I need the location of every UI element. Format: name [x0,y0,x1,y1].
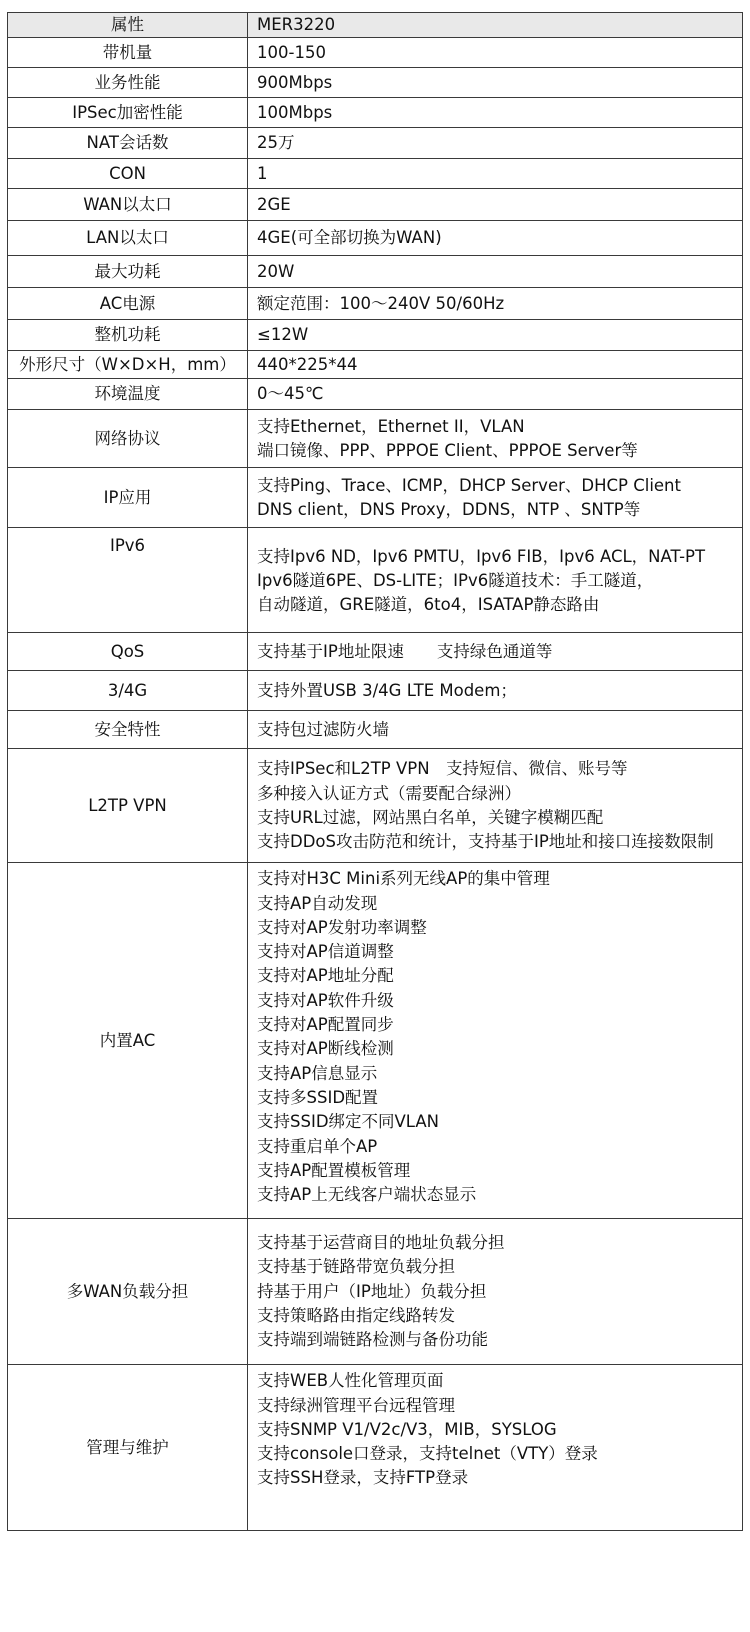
row-value [248,863,743,1219]
value-line: 支持对AP地址分配 [257,966,394,986]
table-row [8,379,743,410]
row-value [248,98,743,128]
value-line: 支持DDoS攻击防范和统计，支持基于IP地址和接口连接数限制 [257,832,714,852]
value-line: 端口镜像、PPP、PPPOE Client、PPPOE Server等 [257,440,638,460]
value-line: 支持对AP信道调整 [257,942,394,962]
row-value [248,189,743,221]
row-label: 网络协议 [8,410,248,468]
value-line: 支持WEB人性化管理页面 [257,1371,444,1391]
row-label: WAN以太口 [8,189,248,221]
row-value [248,256,743,288]
value-line: 支持基于运营商目的地址负载分担 [257,1233,505,1253]
spec-table [7,12,743,1531]
table-row [8,68,743,98]
value-line: 100-150 [257,42,326,62]
table-row [8,38,743,68]
header-attribute-label: 属性 [8,13,248,38]
row-label: 多WAN负载分担 [8,1219,248,1365]
row-label: NAT会话数 [8,128,248,159]
value-line: 25万 [257,133,295,153]
row-label: 带机量 [8,38,248,68]
value-line: 支持IPSec和L2TP VPN 支持短信、微信、账号等 [257,759,628,779]
table-row [8,256,743,288]
value-line: 支持对AP发射功率调整 [257,917,427,937]
value-line: 支持基于IP地址限速 支持绿色通道等 [257,641,553,661]
row-label: 业务性能 [8,68,248,98]
row-value [248,221,743,256]
table-row [8,410,743,468]
table-row [8,1219,743,1365]
value-line: 支持Ethernet，Ethernet II，VLAN [257,416,525,436]
value-line: DNS client，DNS Proxy，DDNS，NTP 、SNTP等 [257,499,641,519]
row-value [248,288,743,320]
table-row [8,98,743,128]
spec-table-body [8,13,743,1531]
row-value [248,1219,743,1365]
row-label: 最大功耗 [8,256,248,288]
row-value [248,528,743,633]
value-line: 支持Ipv6 ND，Ipv6 PMTU，Ipv6 FIB，Ipv6 ACL，NAT-PT [257,546,706,566]
value-line: 持基于用户（IP地址）负载分担 [257,1281,487,1301]
row-label: IPv6 [8,528,248,633]
row-label: IP应用 [8,468,248,528]
table-row [8,711,743,749]
table-row [8,749,743,863]
row-label: IPSec加密性能 [8,98,248,128]
row-value [248,38,743,68]
table-row [8,468,743,528]
row-value [248,749,743,863]
row-value [248,671,743,711]
value-line: 支持基于链路带宽负载分担 [257,1257,455,1277]
value-line: 支持SSID绑定不同VLAN [257,1112,440,1132]
row-label: CON [8,159,248,189]
header-model-value: MER3220 [248,13,743,38]
row-label: 环境温度 [8,379,248,410]
row-value [248,351,743,379]
row-value [248,633,743,671]
table-row [8,351,743,379]
row-value [248,128,743,159]
value-line: 自动隧道，GRE隧道，6to4，ISATAP静态路由 [257,595,600,615]
row-label: AC电源 [8,288,248,320]
row-label: 3/4G [8,671,248,711]
row-label: 管理与维护 [8,1365,248,1531]
row-label: 外形尺寸（W×D×H，mm） [8,351,248,379]
row-label: LAN以太口 [8,221,248,256]
value-line: 2GE [257,194,291,214]
table-row [8,128,743,159]
value-line: 支持AP自动发现 [257,893,378,913]
table-row [8,671,743,711]
table-row [8,633,743,671]
row-label: 内置AC [8,863,248,1219]
value-line: 1 [257,163,268,183]
value-line: 支持对AP断线检测 [257,1039,394,1059]
value-line: 支持端到端链路检测与备份功能 [257,1330,488,1350]
row-label: L2TP VPN [8,749,248,863]
value-line: 支持包过滤防火墙 [257,719,389,739]
value-line: 额定范围：100～240V 50/60Hz [257,293,505,313]
value-line: 支持URL过滤，网站黑白名单，关键字模糊匹配 [257,807,604,827]
value-line: 支持外置USB 3/4G LTE Modem； [257,680,517,700]
value-line: 支持绿洲管理平台远程管理 [257,1395,455,1415]
value-line: 支持SSH登录，支持FTP登录 [257,1468,469,1488]
value-line: 支持重启单个AP [257,1136,378,1156]
table-row [8,528,743,633]
value-line: 支持对AP软件升级 [257,990,394,1010]
value-line: ≤12W [257,325,309,345]
row-value [248,1365,743,1531]
value-line: 0～45℃ [257,384,324,404]
row-label: 安全特性 [8,711,248,749]
value-line: Ipv6隧道6PE、DS-LITE；IPv6隧道技术：手工隧道， [257,571,654,591]
table-row [8,288,743,320]
value-line: 支持AP信息显示 [257,1063,378,1083]
row-value [248,711,743,749]
row-value [248,68,743,98]
value-line: 支持多SSID配置 [257,1087,379,1107]
row-value [248,468,743,528]
row-value [248,410,743,468]
table-row [8,320,743,351]
value-line: 多种接入认证方式（需要配合绿洲） [257,783,521,803]
row-label: 整机功耗 [8,320,248,351]
value-line: 支持策略路由指定线路转发 [257,1305,455,1325]
value-line: 支持SNMP V1/V2c/V3，MIB，SYSLOG [257,1419,557,1439]
table-row [8,159,743,189]
value-line: 支持对H3C Mini系列无线AP的集中管理 [257,869,550,889]
value-line: 440*225*44 [257,354,358,374]
value-line: 支持AP上无线客户端状态显示 [257,1185,477,1205]
table-row [8,1365,743,1531]
value-line: 100Mbps [257,102,333,122]
value-line: 20W [257,261,295,281]
value-line: 900Mbps [257,72,333,92]
table-row [8,863,743,1219]
table-header-row [8,13,743,38]
value-line: 支持Ping、Trace、ICMP，DHCP Server、DHCP Client [257,475,681,495]
row-value [248,159,743,189]
row-label: QoS [8,633,248,671]
table-row [8,221,743,256]
value-line: 4GE(可全部切换为WAN) [257,228,442,248]
value-line: 支持对AP配置同步 [257,1015,394,1035]
value-line: 支持console口登录，支持telnet（VTY）登录 [257,1444,598,1464]
table-row [8,189,743,221]
row-value [248,379,743,410]
value-line: 支持AP配置模板管理 [257,1160,411,1180]
row-value [248,320,743,351]
